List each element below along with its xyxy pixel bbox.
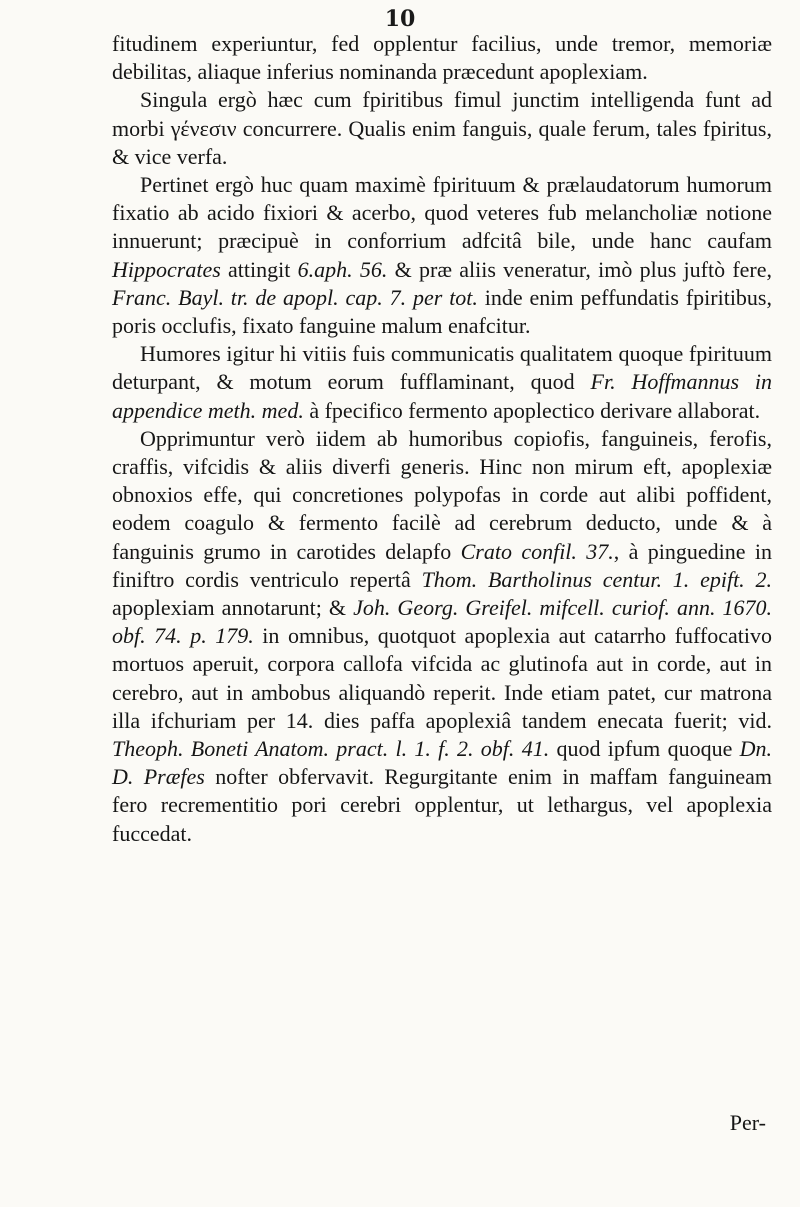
body-text-segment: fitudinem experiuntur, fed opplentur facilius, unde tremor, memoriæ debilitas, aliaque inferius nominanda præcedunt apoplexiam.	[112, 31, 772, 85]
citation-text: Hippocrates	[112, 256, 221, 282]
body-text-segment: nofter obfervavit. Regurgitante enim in maffam fanguineam fero recrementitio pori cerebri opplentur, ut lethargus, vel apoplexia fuccedat.	[112, 764, 772, 846]
paragraph-2	[112, 86, 772, 171]
catchword: Per-	[729, 1110, 766, 1135]
paragraph-1	[112, 30, 772, 86]
paragraph-5	[112, 425, 772, 848]
body-text-segment: inde enim peffundatis fpiritibus, poris occlufis, fixato fanguine malum enafcitur.	[112, 284, 772, 339]
citation-text: Crato confil. 37.	[460, 538, 614, 564]
citation-text: Dn. D. Præfes	[112, 736, 772, 790]
body-text-segment: Singula ergò hæc cum fpiritibus fimul junctim intelligenda funt ad morbi γένεσιν concurrere. Qualis enim fanguis, quale ferum, tales fpiritus, & vice verfa.	[112, 87, 772, 169]
citation-text: Franc. Bayl. tr. de apopl. cap. 7. per tot.	[112, 284, 478, 310]
body-text-segment: à fpecifico fermento apoplectico derivare allaborat.	[303, 397, 761, 423]
body-text-segment: apoplexiam annotarunt; &	[112, 595, 354, 621]
citation-text: Fr. Hoffmannus in appendice meth. med.	[112, 369, 772, 423]
body-text	[112, 30, 772, 848]
citation-text: 6.aph. 56.	[297, 256, 388, 282]
paragraph-3	[112, 171, 772, 340]
citation-text: Theoph. Boneti Anatom. pract. l. 1. f. 2. obf. 41.	[112, 736, 550, 762]
body-text-segment: , à pinguedine in finiftro cordis ventriculo repertâ	[112, 538, 772, 592]
body-text-segment: Humores igitur hi vitiis fuis communicatis qualitatem quoque fpirituum deturpant, & motum eorum fufflaminant, quod	[112, 341, 772, 395]
paragraph-4	[112, 340, 772, 425]
body-text-segment: attingit	[220, 256, 298, 282]
page-number: 10	[384, 6, 416, 32]
body-text-segment: in omnibus, quotquot apoplexia aut catarrho fuffocativo mortuos aperuit, corpora callofa vifcida ac glutinofa aut in corde, aut in cerebro, aut in ambobus aliquandò reperit. Inde etiam patet, cur matrona illa ifchuriam per 14. dies paffa apoplexiâ tandem enecata fuerit; vid.	[112, 623, 772, 733]
citation-text: Thom. Bartholinus centur. 1. epift. 2.	[421, 566, 772, 592]
citation-text: Joh. Georg. Greifel. mifcell. curiof. ann. 1670. obf. 74. p. 179.	[112, 595, 773, 649]
body-text-segment: quod ipfum quoque	[549, 736, 740, 762]
body-text-segment: Pertinet ergò huc quam maximè fpirituum & prælaudatorum humorum fixatio ab acido fixiori & acerbo, quod veteres fub melancholiæ notione innuerunt; præcipuè in conforrium adfcitâ bile, unde hanc caufam	[112, 172, 772, 254]
body-text-segment: & præ aliis veneratur, imò plus juftò fere,	[387, 256, 773, 282]
body-text-segment: Opprimuntur verò iidem ab humoribus copiofis, fanguineis, ferofis, craffis, vifcidis & aliis diverfi generis. Hinc non mirum eft, apoplexiæ obnoxios effe, qui concretiones polypofas in corde aut alibi poffident, eodem coagulo & fermento facilè ad cerebrum deducto, unde & à fanguinis grumo in carotides delapfo	[112, 425, 772, 564]
